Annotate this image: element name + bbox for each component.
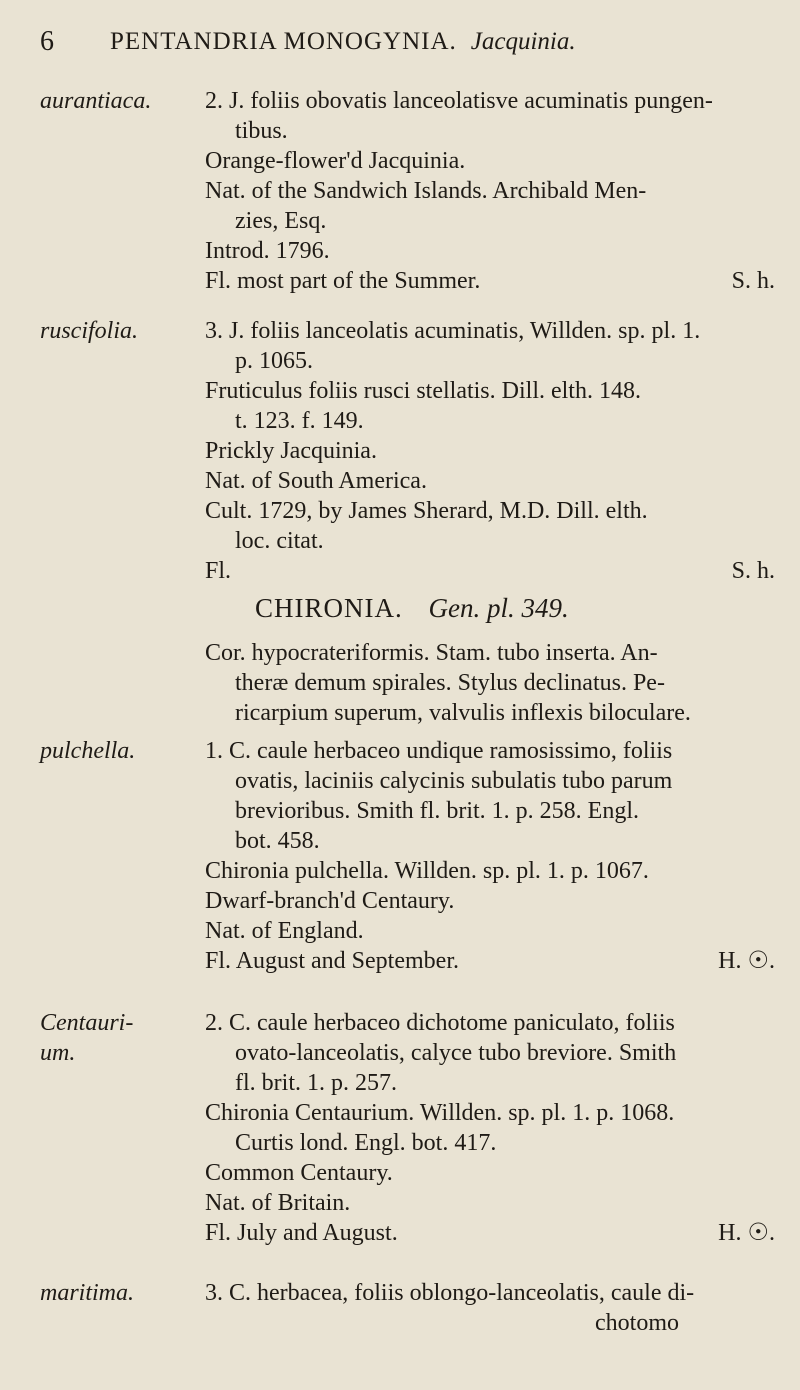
page-number: 6 xyxy=(40,26,54,57)
page-header xyxy=(0,26,800,66)
species-description xyxy=(205,86,775,296)
text-line xyxy=(205,556,775,586)
habit-sign: H. ☉. xyxy=(718,1220,775,1246)
genus-name: CHIRONIA. xyxy=(255,593,403,623)
text-line: Dwarf-branch'd Centaury. xyxy=(205,888,455,914)
text-line: Orange-flower'd Jacquinia. xyxy=(205,148,466,174)
habit-sign: S. h. xyxy=(731,558,775,584)
text-line: loc. citat. xyxy=(235,528,324,554)
running-head xyxy=(110,28,576,56)
margin-species-name: maritima. xyxy=(40,1280,135,1306)
text-line: 3. C. herbacea, foliis oblongo-lanceolatis, caule di- xyxy=(205,1280,695,1306)
margin-species-name: aurantiaca. xyxy=(40,88,152,114)
text-line: p. 1065. xyxy=(235,348,313,374)
species-description xyxy=(205,316,775,586)
species-description xyxy=(205,736,775,976)
habit-sign: S. h. xyxy=(731,268,775,294)
text-line: 1. C. caule herbaceo undique ramosissimo, foliis xyxy=(205,738,673,764)
text-line: bot. 458. xyxy=(235,828,320,854)
species-description xyxy=(205,1278,775,1338)
habit-sign: H. ☉. xyxy=(718,948,775,974)
text-line: Curtis lond. Engl. bot. 417. xyxy=(235,1130,497,1156)
text-line: Introd. 1796. xyxy=(205,238,330,264)
text-line-content: Fl. most part of the Summer. xyxy=(205,268,481,294)
text-line: t. 123. f. 149. xyxy=(235,408,364,434)
text-line: 3. J. foliis lanceolatis acuminatis, Willden. sp. pl. 1. xyxy=(205,318,701,344)
text-line: Nat. of Britain. xyxy=(205,1190,351,1216)
text-line: Fruticulus foliis rusci stellatis. Dill. elth. 148. xyxy=(205,378,641,404)
genus-reference: Gen. pl. 349. xyxy=(428,593,569,623)
text-line: 2. J. foliis obovatis lanceolatisve acuminatis pungen- xyxy=(205,88,713,114)
text-line-content: Fl. August and September. xyxy=(205,948,459,974)
running-head-genus: Jacquinia. xyxy=(470,28,576,55)
text-line: Nat. of the Sandwich Islands. Archibald Men- xyxy=(205,178,647,204)
genus-heading xyxy=(255,593,569,624)
text-line: Chironia Centaurium. Willden. sp. pl. 1. p. 1068. xyxy=(205,1100,675,1126)
text-line: fl. brit. 1. p. 257. xyxy=(235,1070,397,1096)
text-line: ovatis, laciniis calycinis subulatis tubo parum xyxy=(235,768,673,794)
text-line: brevioribus. Smith fl. brit. 1. p. 258. Engl. xyxy=(235,798,639,824)
text-line: chotomo xyxy=(595,1310,679,1336)
text-line: zies, Esq. xyxy=(235,208,327,234)
text-line-content: Fl. July and August. xyxy=(205,1220,398,1246)
text-line: Common Centaury. xyxy=(205,1160,393,1186)
running-head-text: PENTANDRIA MONOGYNIA. xyxy=(110,28,457,55)
margin-species-name: Centauri- um. xyxy=(40,1010,134,1066)
text-line: Cult. 1729, by James Sherard, M.D. Dill. elth. xyxy=(205,498,648,524)
text-line: 2. C. caule herbaceo dichotome paniculato, foliis xyxy=(205,1010,675,1036)
text-line: tibus. xyxy=(235,118,288,144)
margin-species-name: ruscifolia. xyxy=(40,318,139,344)
species-description xyxy=(205,1008,775,1248)
margin-species-name: pulchella. xyxy=(40,738,136,764)
text-line: ricarpium superum, valvulis inflexis biloculare. xyxy=(235,700,691,726)
text-line: Cor. hypocrateriformis. Stam. tubo inserta. An- xyxy=(205,640,658,666)
text-line: theræ demum spirales. Stylus declinatus. Pe- xyxy=(235,670,665,696)
text-line: Prickly Jacquinia. xyxy=(205,438,377,464)
text-line xyxy=(205,946,775,976)
character-text xyxy=(205,638,775,728)
text-line xyxy=(205,1218,775,1248)
text-line: Nat. of England. xyxy=(205,918,364,944)
text-line: Chironia pulchella. Willden. sp. pl. 1. p. 1067. xyxy=(205,858,649,884)
text-line: ovato-lanceolatis, calyce tubo breviore. Smith xyxy=(235,1040,677,1066)
text-line-content: Fl. xyxy=(205,558,232,584)
text-line: Nat. of South America. xyxy=(205,468,427,494)
text-line xyxy=(205,266,775,296)
